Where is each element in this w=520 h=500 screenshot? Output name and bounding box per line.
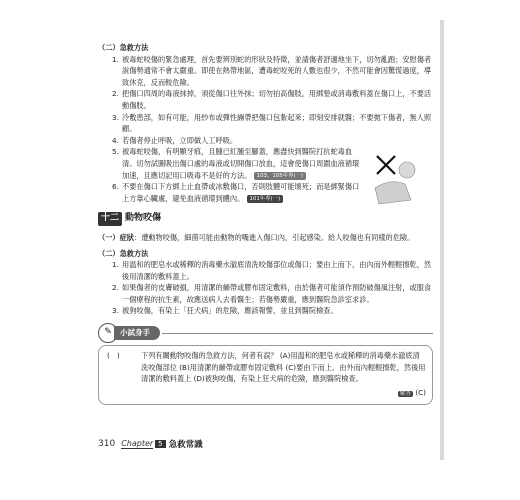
chapter-name: 急救常識 [168,440,203,450]
page-side-bar [440,20,444,460]
quiz-box [98,345,433,405]
exam-year-badge: 103、105年專(一) [254,172,306,180]
animal-bite-list [98,259,433,317]
answer-badge: 解答 [399,390,412,397]
chapter-number: 5 [155,440,165,448]
chapter-heading [98,212,433,226]
page-footer [98,438,203,450]
list-item: 5. 被毒蛇咬傷，有明顯牙痕，且腫已紅腫至腳蓋，應盡快到醫院打抗蛇毒血清。切勿試圖吸出傷口處的毒液或切開傷口放血，這會使傷口周圍血液循環加速，且應切記用口吸毒不是好的方法。 103、105年專(一) [98,146,433,181]
list-item: 6. 不要在傷口下方綁上止血帶或冰敷傷口，否則肢體可能壞死；而是綁緊傷口上方靠心臟處，避免血液循環到體內。 101年專(一) [112,182,360,203]
list-item: 2. 把傷口四周的毒液抹掉，須從傷口往外抹；切勿拍高傷肢，用綁墊或消毒敷料蓋在傷口上，不要活動傷肢。 [112,89,432,110]
exam-year-badge: 101年專(一) [247,195,284,203]
list-item: 1. 用温和的肥皂水或稀釋的消毒藥水澈底清洗咬傷部位或傷口；要由上而下，由內而外輕輕擦乾，然後用清潔的敷料蓋上。 [112,260,432,281]
quiz-answer: 解答 (C) [399,387,426,397]
list-item: 3. 被狗咬傷，有染上「狂犬病」的危險，應該報警，並且到醫院檢查。 [112,306,338,316]
chapter-title: 動物咬傷 [125,213,162,224]
list-item: 4. 若傷者停止呼吸，立即做人工呼吸。 [112,135,238,145]
chapter-badge: 十二 [98,212,122,226]
quiz-header [98,323,433,343]
page-content [98,40,433,405]
first-aid-list [98,54,433,205]
section-heading: （二）急救方法 [98,43,149,52]
section-heading: （二）急救方法 [98,248,149,258]
answer-blank: ( ) [107,351,120,361]
pencil-icon: ✎ [98,323,118,343]
list-item: 2. 如果傷者的皮膚破損，用清潔的繃帶或膠布固定敷料，由於傷者可能須作預防破傷風注射，或服食一個療程的抗生素，故應送病人去看醫生；若傷勢嚴重，應到醫院急診室求診。 [112,283,432,304]
list-item: 1. 被毒蛇咬傷的緊急處理，首先要辨別蛇的形狀及特徵，並請傷者舒適地坐下，切勿亂跑；安慰傷者說傷勢通常不會太嚴重。即使在熱帶地區，遭毒蛇咬死的人數也很少，不然可能會因驚慌過度，導致休克，反而較危險。 [112,54,432,87]
chapter-tag: Chapter [121,439,154,448]
list-item: 3. 冷敷患部，如有可能，用紗布或彈性繃帶把傷口包紮起來；即刻安排就醫；不要拋下傷者，無人照顧。 [112,112,432,134]
page-number: 310 [98,439,116,449]
quiz-label: 小試身手 [114,326,160,340]
quiz-question: 下列有關動物咬傷的急救方法，何者有誤？ (A)用温和的肥皂水或稀釋的消毒藥水澈底清洗咬傷部位 (B)用清潔的繃帶或膠布固定敷料 (C)要由下而上、由外而內輕輕擦乾，然後用清潔的敷料蓋上 (D)被狗咬傷，有染上狂犬病的危險，應到醫院檢查。 [141,351,426,384]
section-heading: （一）症狀：遭動物咬傷，細菌可能由動物的嘴進入傷口內，引起感染。給人咬傷也有同樣的危險。 [98,232,415,242]
